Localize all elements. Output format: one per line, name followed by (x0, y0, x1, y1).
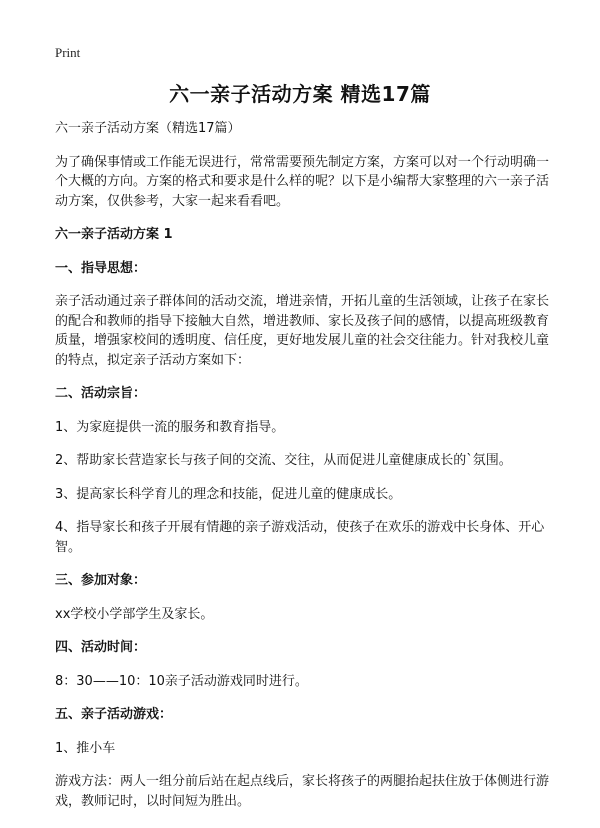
document-subtitle: 六一亲子活动方案（精选17篇） (55, 121, 241, 136)
intro-paragraph: 为了确保事情或工作能无误进行，常常需要预先制定方案，方案可以对一个行动明确一个大概的方向。方案的格式和要求是什么样的呢？以下是小编帮大家整理的六一亲子活动方案，仅供参考，大家一起来看看吧。 (55, 154, 550, 209)
guiding-ideology-text: 亲子活动通过亲子群体间的活动交流，增进亲情，开拓儿童的生活领域，让孩子在家长的配合和教师的指导下接触大自然，增进教师、家长及孩子间的感情，以提高班级教育质量，增强家校间的透明度、信任度，更好地发展儿童的社会交往能力。针对我校儿童的特点，拟定亲子活动方案如下： (55, 294, 550, 368)
game-title: 1、推小车 (55, 740, 116, 756)
aim-item: 1、为家庭提供一流的服务和教育指导。 (55, 419, 285, 435)
heading-games: 五、亲子活动游戏： (55, 707, 173, 722)
aim-item: 3、提高家长科学育儿的理念和技能，促进儿童的健康成长。 (55, 486, 402, 502)
aim-item: 4、指导家长和孩子开展有情趣的亲子游戏活动，使孩子在欢乐的游戏中长身体、开心智。 (55, 520, 545, 555)
aim-item: 2、帮助家长营造家长与孩子间的交流、交往，从而促进儿童健康成长的`氛围。 (55, 453, 512, 468)
page-title: 六一亲子活动方案 精选17篇 (169, 82, 431, 106)
activity-time-text: 8：30——10：10亲子活动游戏同时进行。 (55, 673, 308, 689)
print-link[interactable]: Print (55, 45, 81, 60)
section-title: 六一亲子活动方案 1 (55, 227, 173, 242)
document-body (55, 119, 555, 825)
heading-activity-aims: 二、活动宗旨： (55, 386, 147, 401)
heading-guiding-ideology: 一、指导思想： (55, 260, 147, 276)
game-method: 游戏方法：两人一组分前后站在起点线后，家长将孩子的两腿抬起扶住放于体侧进行游戏，教师记时，以时间短为胜出。 (55, 774, 550, 809)
participants-text: xx学校小学部学生及家长。 (55, 606, 214, 622)
heading-activity-time: 四、活动时间： (55, 640, 147, 655)
heading-participants: 三、参加对象： (55, 573, 147, 588)
